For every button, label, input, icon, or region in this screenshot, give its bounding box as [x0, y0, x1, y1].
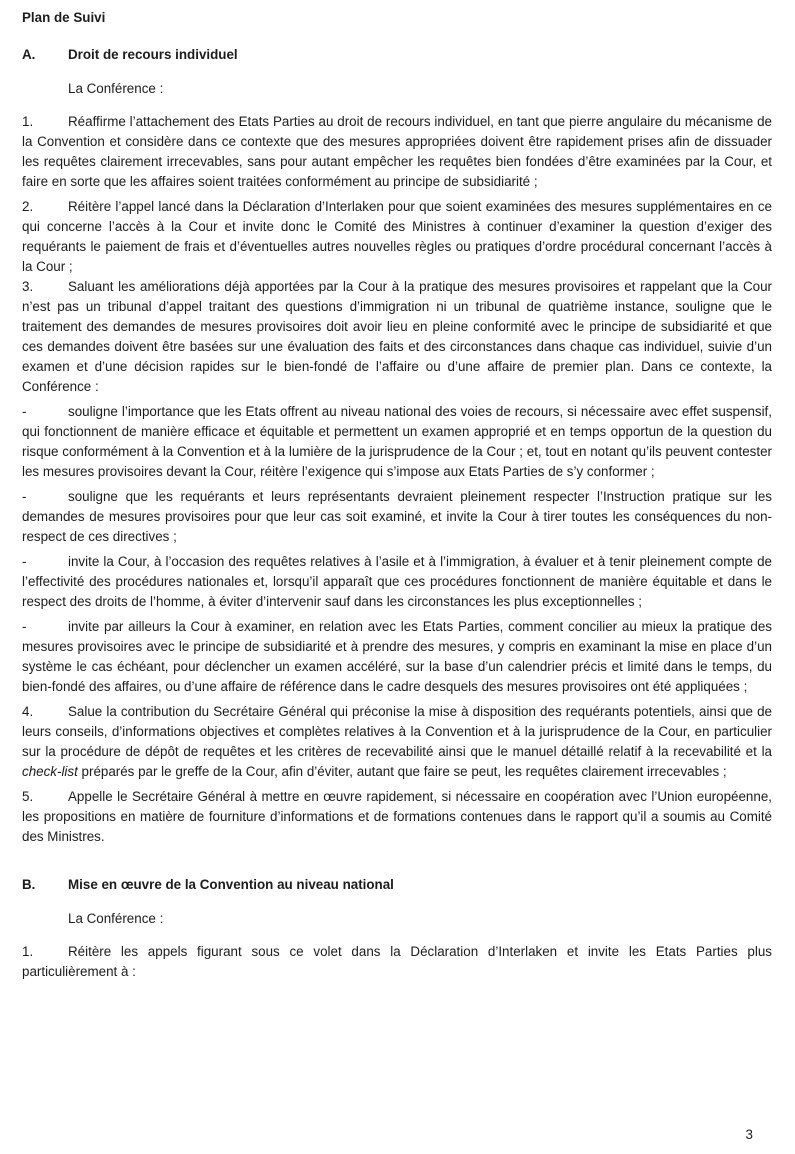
dash-paragraph-1-text: souligne l’importance que les Etats offrent au niveau national des voies de recours, si nécessaire avec effet suspensif, qui fonctionnent de manière efficace et équitable et permettent un examen approprié et en temps opportun de la question du risque conformément à la Convention et à la lumière de la jurisprudence de la Cour ; et, tout en notant qu’ils peuvent contester les mesures provisoires devant la Cour, réitère l’exigence qui s’impose aux Etats Parties de s’y conformer ; [22, 404, 772, 479]
dash-paragraph-1-marker: - [22, 404, 27, 419]
dash-paragraph-2-marker: - [22, 489, 27, 504]
paragraph-a4-italic-term: check-list [22, 764, 78, 779]
paragraph-a5-text: Appelle le Secrétaire Général à mettre en œuvre rapidement, si nécessaire en coopération avec l’Union européenne, les propositions en matière de fourniture d’informations et de formations contenues dans le rapport qu’il a soumis au Comité des Ministres. [22, 789, 772, 844]
section-b-intro: La Conférence : [68, 911, 164, 926]
dash-paragraph-1 [22, 402, 772, 482]
paragraph-a5-marker: 5. [22, 789, 34, 804]
paragraph-b1-text: Réitère les appels figurant sous ce volet dans la Déclaration d’Interlaken et invite les Etats Parties plus particulièrement à : [22, 944, 772, 979]
paragraph-a1-marker: 1. [22, 114, 34, 129]
paragraph-a2 [22, 197, 772, 277]
paragraph-a2-text: Réitère l’appel lancé dans la Déclaration d’Interlaken pour que soient examinées des mesures supplémentaires en ce qui concerne l’accès à la Cour et invite donc le Comité des Ministres à continuer d’examiner la question d’exiger des requérants le paiement de frais et d’éventuelles autres nouvelles règles ou pratiques d’ordre procédural concernant l’accès à la Cour ; [22, 199, 772, 274]
section-b-letter: B. [22, 877, 36, 892]
dash-paragraph-3-text: invite la Cour, à l’occasion des requêtes relatives à l’asile et à l’immigration, à évaluer et à tenir pleinement compte de l’effectivité des procédures nationales et, lorsqu’il apparaît que ces procédures fonctionnent de manière équitable et dans le respect des droits de l’homme, à éviter d’intervenir sauf dans les circonstances les plus exceptionnelles ; [22, 554, 772, 609]
section-b-heading-text: Mise en œuvre de la Convention au niveau national [68, 877, 394, 892]
dash-paragraph-4 [22, 617, 772, 697]
section-a-heading-text: Droit de recours individuel [68, 47, 238, 62]
page-number: 3 [745, 1127, 753, 1142]
paragraph-b1 [22, 942, 772, 982]
document-title: Plan de Suivi [22, 10, 106, 25]
paragraph-a4-marker: 4. [22, 704, 34, 719]
paragraph-b1-marker: 1. [22, 944, 34, 959]
dash-paragraph-3-marker: - [22, 554, 27, 569]
section-b-heading [22, 875, 772, 895]
paragraph-a1-text: Réaffirme l’attachement des Etats Parties au droit de recours individuel, en tant que pierre angulaire du mécanisme de la Convention et considère dans ce contexte que des mesures appropriées doivent être rapidement prises afin de dissuader les requêtes clairement irrecevables, sans pour autant empêcher les requêtes bien fondées d’être examinées par la Cour, et faire en sorte que les affaires soient traitées conformément au principe de subsidiarité ; [22, 114, 772, 189]
paragraph-a5 [22, 787, 772, 847]
section-a-letter: A. [22, 47, 36, 62]
paragraph-a1 [22, 112, 772, 192]
paragraph-a3-text: Saluant les améliorations déjà apportées par la Cour à la pratique des mesures provisoires et rappelant que la Cour n’est pas un tribunal d’appel traitant des questions d’immigration ni un tribunal de quatrième instance, souligne que le traitement des demandes de mesures provisoires doit avoir lieu en pleine conformité avec le principe de subsidiarité et que ces demandes doivent être basées sur une évaluation des faits et des circonstances dans chaque cas individuel, suivie d’un examen et d’une décision rapides sur le bien-fondé de l’affaire ou d’une affaire de premier plan. Dans ce contexte, la Conférence : [22, 279, 772, 394]
section-a-heading [22, 45, 772, 65]
dash-paragraph-2 [22, 487, 772, 547]
paragraph-a3-marker: 3. [22, 279, 34, 294]
dash-paragraph-4-marker: - [22, 619, 27, 634]
dash-paragraph-4-text: invite par ailleurs la Cour à examiner, en relation avec les Etats Parties, comment concilier au mieux la pratique des mesures provisoires avec le principe de subsidiarité et à prendre des mesures, y compris en examinant la mise en place d’un système le cas échéant, pour déclencher un examen accéléré, sur la base d’un calendrier précis et limité dans le temps, du bien-fondé des affaires, ou d’une affaire de référence dans le cadre desquels des mesures provisoires ont été appliquées ; [22, 619, 772, 694]
paragraph-a4 [22, 702, 772, 782]
dash-paragraph-2-text: souligne que les requérants et leurs représentants devraient pleinement respecter l’Instruction pratique sur les demandes de mesures provisoires pour que leur cas soit examiné, et invite la Cour à tirer toutes les conséquences du non-respect de ces directives ; [22, 489, 772, 544]
dash-paragraph-3 [22, 552, 772, 612]
paragraph-a3 [22, 277, 772, 397]
paragraph-a4-text-after: préparés par le greffe de la Cour, afin d’éviter, autant que faire se peut, les requêtes clairement irrecevables ; [77, 764, 727, 779]
paragraph-a2-marker: 2. [22, 199, 34, 214]
section-a-intro: La Conférence : [68, 81, 164, 96]
paragraph-a4-text-before: Salue la contribution du Secrétaire Général qui préconise la mise à disposition des requérants potentiels, ainsi que de leurs conseils, d’informations objectives et complètes relatives à la Convention et à la jurisprudence de la Cour, en particulier sur la procédure de dépôt de requêtes et les critères de recevabilité ainsi que le manuel détaillé relatif à la recevabilité et la [22, 704, 772, 759]
